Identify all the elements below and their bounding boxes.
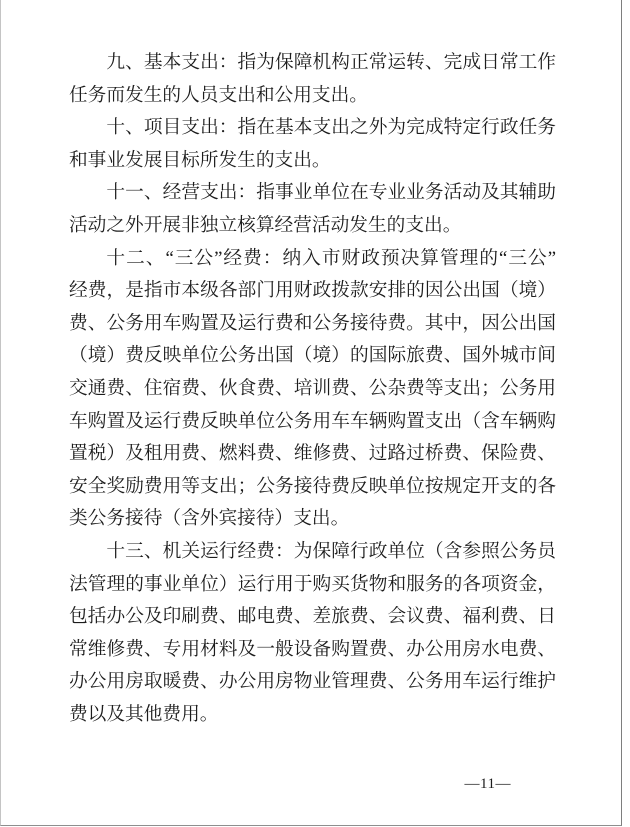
term-12-three-public-funds-line-1: 十二、“三公”经费：纳入市财政预决算管理的“三公” — [106, 247, 556, 269]
term-9-basic-expenditure-line-2: 任务而发生的人员支出和公用支出。 — [69, 84, 368, 106]
term-13-agency-operating-funds-line-2: 法管理的事业单位）运行用于购买货物和服务的各项资金， — [69, 573, 556, 595]
term-12-three-public-funds-line-9: 类公务接待（含外宾接待）支出。 — [69, 508, 350, 530]
document-body — [69, 47, 556, 731]
term-12-three-public-funds-line-3: 费、公务用车购置及运行费和公务接待费。其中，因公出国 — [69, 312, 556, 334]
page-number: —11— — [464, 776, 511, 792]
term-12-three-public-funds-line-6: 车购置及运行费反映单位公务用车车辆购置支出（含车辆购 — [69, 410, 556, 432]
term-13-agency-operating-funds-line-3: 包括办公及印刷费、邮电费、差旅费、会议费、福利费、日 — [69, 606, 556, 628]
term-12-three-public-funds-line-4: （境）费反映单位公务出国（境）的国际旅费、国外城市间 — [69, 345, 556, 367]
term-13-agency-operating-funds-line-6: 费以及其他费用。 — [69, 703, 219, 725]
term-10-project-expenditure-line-2: 和事业发展目标所发生的支出。 — [69, 149, 331, 171]
term-13-agency-operating-funds-line-1: 十三、机关运行经费：为保障行政单位（含参照公务员 — [106, 540, 556, 562]
term-13-agency-operating-funds-line-5: 办公用房取暖费、办公用房物业管理费、公务用车运行维护 — [69, 671, 556, 693]
term-12-three-public-funds-line-8: 安全奖励费用等支出；公务接待费反映单位按规定开支的各 — [69, 475, 556, 497]
term-13-agency-operating-funds-line-4: 常维修费、专用材料及一般设备购置费、办公用房水电费、 — [69, 638, 556, 660]
term-12-three-public-funds-line-7: 置税）及租用费、燃料费、维修费、过路过桥费、保险费、 — [69, 443, 556, 465]
term-12-three-public-funds-line-2: 经费，是指市本级各部门用财政拨款安排的因公出国（境） — [69, 280, 556, 302]
term-12-three-public-funds-line-5: 交通费、住宿费、伙食费、培训费、公杂费等支出；公务用 — [69, 377, 556, 399]
term-10-project-expenditure-line-1: 十、项目支出：指在基本支出之外为完成特定行政任务 — [106, 117, 556, 139]
term-11-operating-expenditure-line-2: 活动之外开展非独立核算经营活动发生的支出。 — [69, 214, 462, 236]
term-9-basic-expenditure-line-1: 九、基本支出：指为保障机构正常运转、完成日常工作 — [106, 52, 556, 73]
term-11-operating-expenditure-line-1: 十一、经营支出：指事业单位在专业业务活动及其辅助 — [106, 182, 556, 204]
